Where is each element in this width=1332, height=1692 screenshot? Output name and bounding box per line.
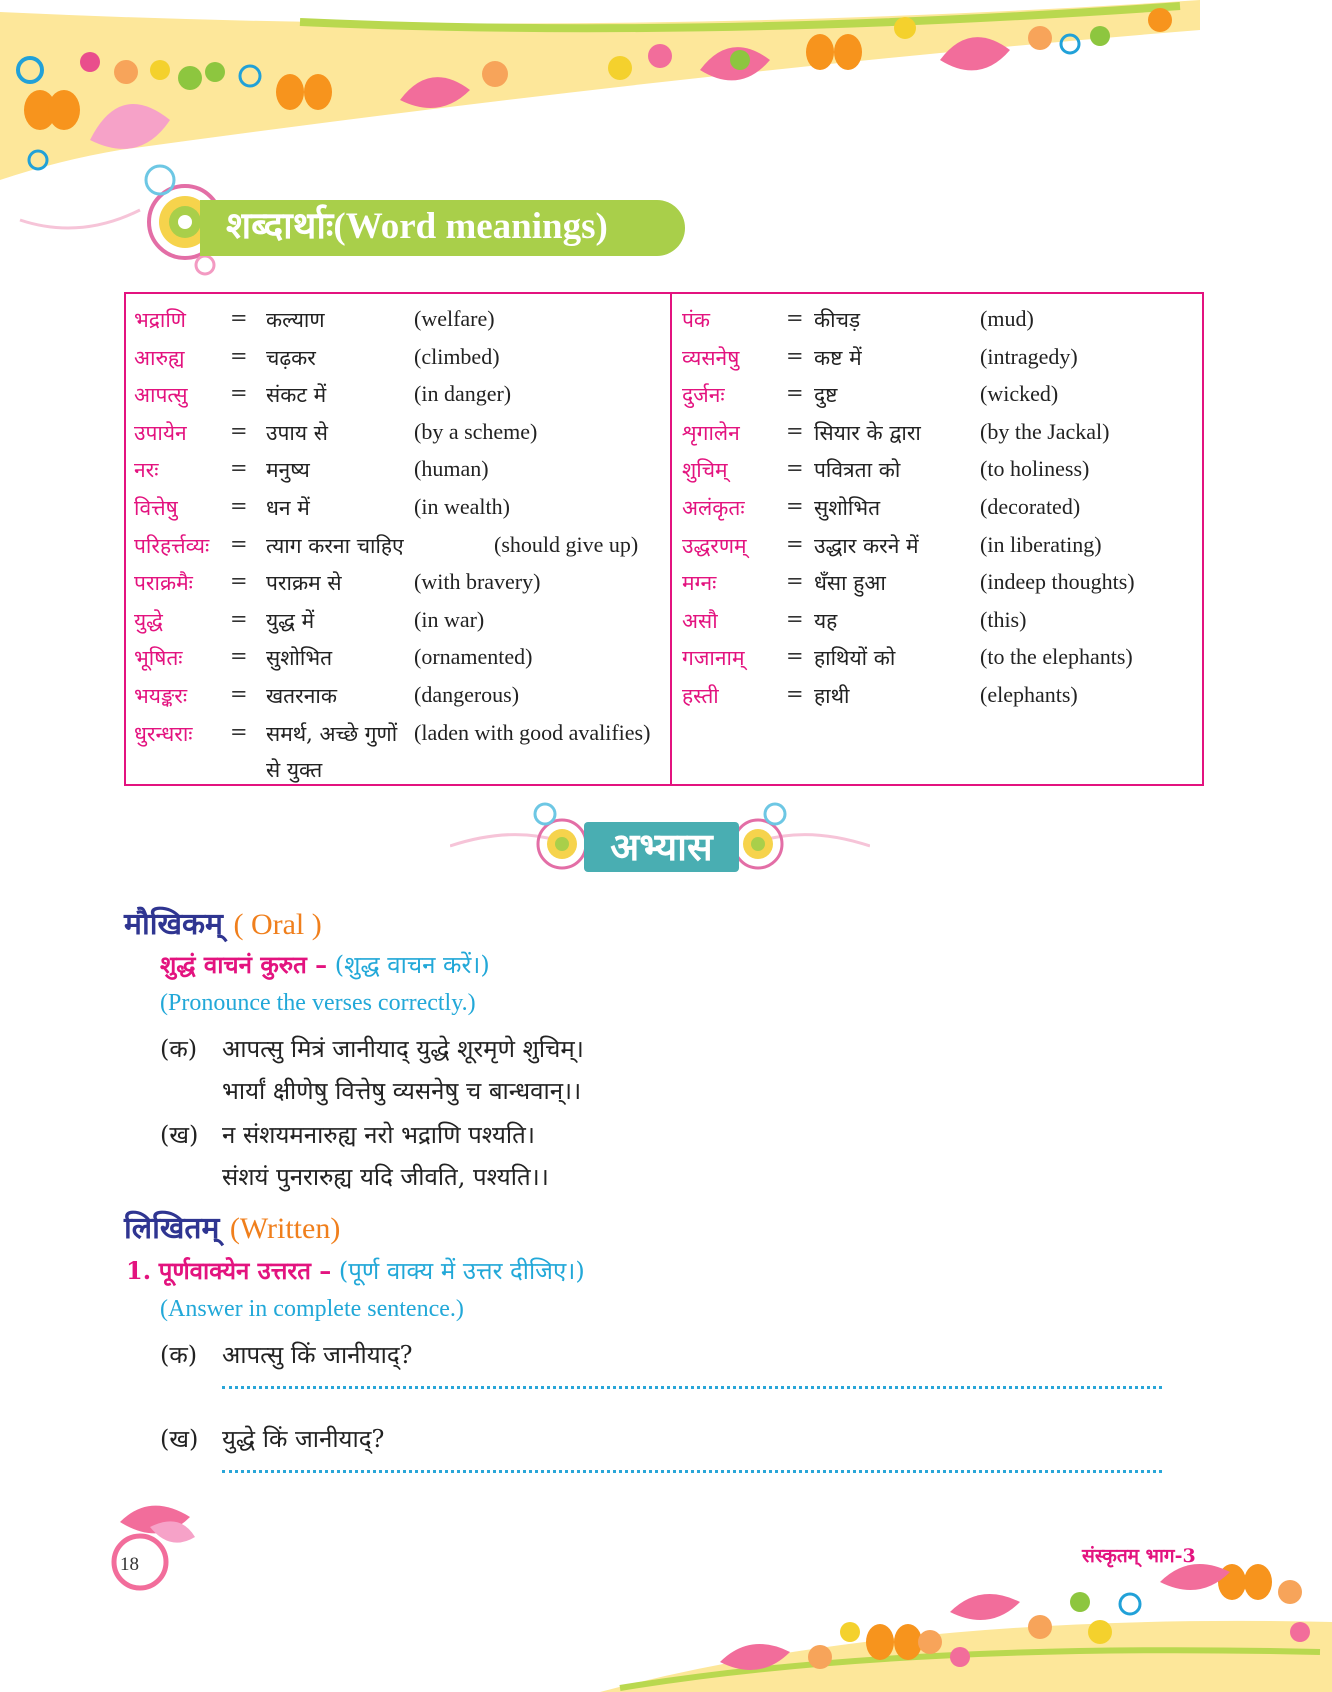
hindi-meaning: सुशोभित <box>266 646 333 671</box>
answer-line-a[interactable] <box>222 1386 1162 1389</box>
word-meanings-title: शब्दार्थाः(Word meanings) <box>226 206 608 247</box>
table-column-divider <box>670 292 672 786</box>
oral-instruction-english: (Pronounce the verses correctly.) <box>160 990 476 1016</box>
equals-sign: = <box>230 456 248 481</box>
english-meaning: (in liberating) <box>980 531 1102 557</box>
english-meaning: (this) <box>980 606 1027 632</box>
hindi-meaning: हाथी <box>814 684 850 708</box>
hindi-meaning: यह <box>814 608 838 633</box>
question-1-english: (Answer in complete sentence.) <box>160 1296 464 1322</box>
sanskrit-word: मग्नः <box>682 571 717 596</box>
written-heading-english: (Written) <box>229 1212 341 1245</box>
sanskrit-word: हस्ती <box>682 684 719 708</box>
oral-heading <box>124 902 322 943</box>
hindi-meaning: दुष्ट <box>814 383 838 408</box>
bottom-floral-decoration <box>0 1492 1332 1692</box>
equals-sign: = <box>230 531 248 556</box>
sanskrit-word: अलंकृतः <box>682 496 745 520</box>
english-meaning: (by a scheme) <box>414 418 538 444</box>
verse-a-line-2: भार्यां क्षीणेषु वित्तेषु व्यसनेषु च बान्धवान्।। <box>222 1077 582 1105</box>
hindi-meaning: सुशोभित <box>814 496 881 520</box>
english-meaning: (laden with good avalifies) <box>414 719 651 745</box>
hindi-meaning: युद्ध में <box>266 608 315 633</box>
equals-sign: = <box>230 494 248 518</box>
sanskrit-word: युद्धे <box>134 608 163 633</box>
hindi-meaning: कल्याण <box>266 308 325 332</box>
page-number: 18 <box>120 1554 139 1575</box>
hindi-meaning: उपाय से <box>266 420 328 445</box>
equals-sign: = <box>230 381 248 406</box>
english-meaning: (intragedy) <box>980 343 1078 369</box>
oral-instruction-hindi: (शुद्ध वाचन करें।) <box>334 951 490 979</box>
hindi-meaning: कीचड़ <box>814 308 861 332</box>
equals-sign: = <box>230 682 248 706</box>
question-a-text: आपत्सु किं जानीयाद्? <box>222 1341 413 1369</box>
equals-sign: = <box>230 569 248 594</box>
equals-sign: = <box>230 719 248 744</box>
hindi-meaning: उद्धार करने में <box>814 533 919 558</box>
equals-sign: = <box>786 569 804 594</box>
question-1-instruction <box>126 1254 585 1287</box>
sanskrit-word: गजानाम् <box>682 646 745 671</box>
sanskrit-word: नरः <box>134 458 159 483</box>
sanskrit-word: पंक <box>682 308 711 332</box>
sanskrit-word: असौ <box>682 608 718 633</box>
verse-a-line-1: आपत्सु मित्रं जानीयाद् युद्धे शूरमृणे शुचिम्। <box>222 1035 584 1063</box>
answer-line-b[interactable] <box>222 1470 1162 1473</box>
sanskrit-word: उद्धरणम् <box>682 533 747 558</box>
english-meaning: (should give up) <box>494 531 639 557</box>
hindi-meaning-continued: से युक्त <box>266 757 323 782</box>
sanskrit-word: आपत्सु <box>134 383 188 408</box>
equals-sign: = <box>230 343 248 368</box>
english-meaning: (by the Jackal) <box>980 418 1110 444</box>
question-a-label: (क) <box>160 1341 198 1369</box>
hindi-meaning: मनुष्य <box>266 458 310 483</box>
question-1-sanskrit: पूर्णवाक्येन उत्तरत – <box>158 1256 332 1285</box>
hindi-meaning: पराक्रम से <box>266 571 342 596</box>
hindi-meaning: सियार के द्वारा <box>814 420 921 445</box>
equals-sign: = <box>786 494 804 518</box>
book-title: संस्कृतम् भाग-3 <box>1082 1545 1196 1567</box>
english-meaning: (in danger) <box>414 381 512 407</box>
equals-sign: = <box>786 682 804 706</box>
hindi-meaning: त्याग करना चाहिए <box>266 533 404 558</box>
english-meaning: (ornamented) <box>414 644 533 670</box>
english-meaning: (to the elephants) <box>980 644 1133 670</box>
sanskrit-word: आरुह्य <box>134 345 185 370</box>
oral-instruction-sanskrit: शुद्धं वाचनं कुरुत – <box>160 950 328 979</box>
sanskrit-word: भूषितः <box>134 646 183 671</box>
english-meaning: (mud) <box>980 306 1034 331</box>
equals-sign: = <box>786 343 804 368</box>
sanskrit-word: दुर्जनः <box>682 383 725 408</box>
sanskrit-word: वित्तेषु <box>134 496 178 520</box>
hindi-meaning: हाथियों को <box>814 646 896 671</box>
written-heading <box>124 1206 340 1247</box>
equals-sign: = <box>230 306 248 330</box>
hindi-meaning: पवित्रता को <box>814 458 901 483</box>
sanskrit-word: शुचिम् <box>682 458 728 483</box>
verse-b-line-2: संशयं पुनरारुह्य यदि जीवति, पश्यति।। <box>222 1163 549 1191</box>
equals-sign: = <box>230 606 248 631</box>
verse-b-label: (ख) <box>160 1121 199 1149</box>
verse-b-line-1: न संशयमनारुह्य नरो भद्राणि पश्यति। <box>222 1121 535 1149</box>
hindi-meaning: चढ़कर <box>266 345 316 370</box>
sanskrit-word: भद्राणि <box>134 308 186 332</box>
equals-sign: = <box>230 418 248 443</box>
english-meaning: (decorated) <box>980 494 1081 519</box>
oral-heading-english: ( Oral ) <box>233 908 322 941</box>
sanskrit-word: भयङ्करः <box>134 684 188 708</box>
sanskrit-word: परिहर्त्तव्यः <box>134 533 210 558</box>
equals-sign: = <box>786 606 804 631</box>
english-meaning: (human) <box>414 456 489 482</box>
hindi-meaning: खतरनाक <box>266 684 337 708</box>
question-1-hindi: (पूर्ण वाक्य में उत्तर दीजिए।) <box>338 1257 585 1285</box>
sanskrit-word: धुरन्धराः <box>134 721 193 746</box>
hindi-meaning: कष्ट में <box>814 345 862 370</box>
sanskrit-word: व्यसनेषु <box>682 345 740 370</box>
hindi-meaning: संकट में <box>266 383 327 408</box>
equals-sign: = <box>786 644 804 669</box>
oral-heading-sanskrit: मौखिकम् <box>124 907 223 942</box>
english-meaning: (with bravery) <box>414 569 541 595</box>
english-meaning: (to holiness) <box>980 456 1090 482</box>
english-meaning: (elephants) <box>980 682 1078 707</box>
equals-sign: = <box>786 418 804 443</box>
english-meaning: (in war) <box>414 606 485 632</box>
equals-sign: = <box>786 456 804 481</box>
hindi-meaning: धन में <box>266 496 310 520</box>
written-heading-sanskrit: लिखितम् <box>124 1211 220 1246</box>
english-meaning: (indeep thoughts) <box>980 569 1135 595</box>
english-meaning: (climbed) <box>414 343 500 369</box>
question-1-number: 1. <box>126 1256 152 1285</box>
english-meaning: (dangerous) <box>414 682 520 707</box>
equals-sign: = <box>786 381 804 406</box>
sanskrit-word: उपायेन <box>134 420 187 445</box>
equals-sign: = <box>786 306 804 330</box>
oral-instruction <box>160 948 490 981</box>
hindi-meaning: समर्थ, अच्छे गुणों <box>266 721 398 746</box>
abhyas-title: अभ्यास <box>610 824 713 869</box>
question-b-label: (ख) <box>160 1425 199 1453</box>
verse-a-label: (क) <box>160 1035 198 1063</box>
sanskrit-word: शृगालेन <box>682 420 740 445</box>
butterfly-icon <box>1218 1564 1272 1600</box>
equals-sign: = <box>230 644 248 669</box>
equals-sign: = <box>786 531 804 556</box>
question-b-text: युद्धे किं जानीयाद्? <box>222 1425 385 1453</box>
english-meaning: (in wealth) <box>414 494 510 519</box>
hindi-meaning: धँसा हुआ <box>814 571 886 596</box>
english-meaning: (wicked) <box>980 381 1059 407</box>
sanskrit-word: पराक्रमैः <box>134 571 193 596</box>
english-meaning: (welfare) <box>414 306 495 331</box>
